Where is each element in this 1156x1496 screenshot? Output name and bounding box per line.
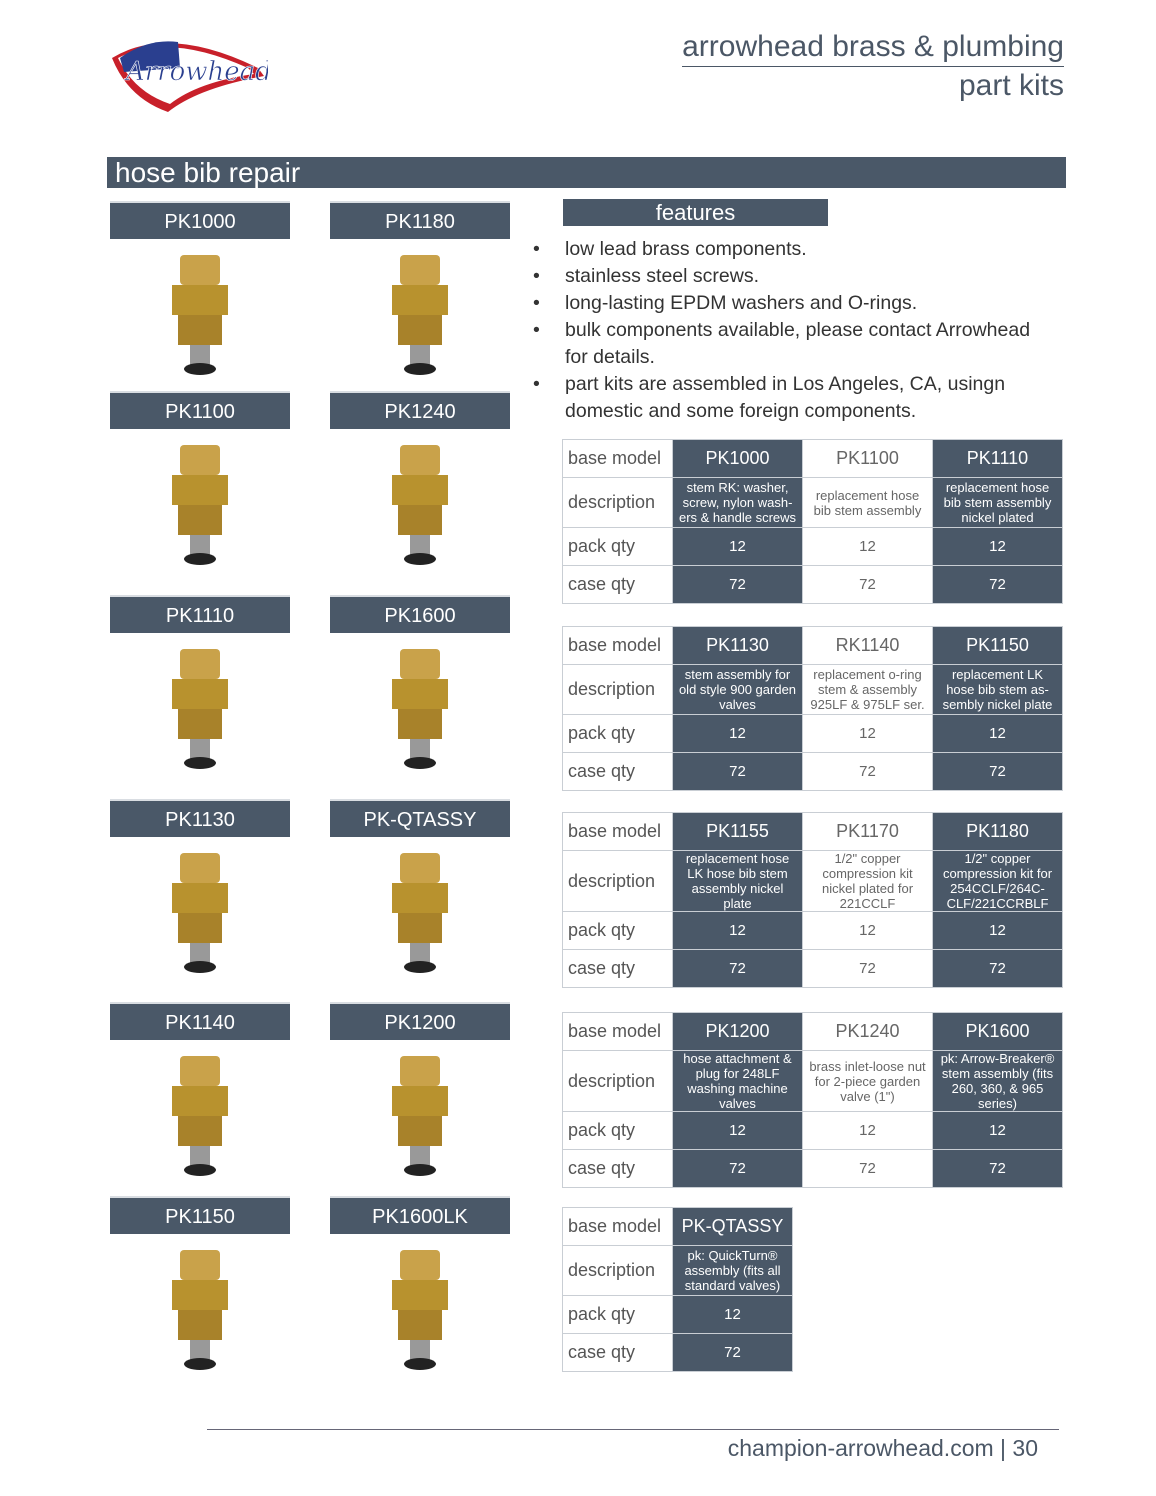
row-label: pack qty [563, 1296, 673, 1334]
svg-text:Arrowhead: Arrowhead [126, 57, 268, 87]
row-label: pack qty [563, 1112, 673, 1150]
footer-website: champion-arrowhead.com [727, 1435, 994, 1461]
cell-pack: 12 [933, 528, 1063, 566]
title-line-1: arrowhead brass & plumbing [682, 30, 1064, 67]
cell-pack: 12 [673, 1296, 793, 1334]
cell-model: RK1140 [803, 627, 933, 665]
product-label: PK1140 [110, 1002, 290, 1040]
product-label: PK1180 [330, 201, 510, 239]
arrowhead-logo [108, 28, 268, 114]
cell-desc: replacement hose bib stem assembly nickel plated [933, 478, 1063, 528]
cell-desc: stem RK: washer, screw, nylon wash-ers & handle screws [673, 478, 803, 528]
cell-pack: 12 [673, 528, 803, 566]
product-photo [120, 843, 280, 983]
cell-desc: pk: QuickTurn® assembly (fits all standard valves) [673, 1246, 793, 1296]
row-label: case qty [563, 566, 673, 604]
product-label: PK1150 [110, 1196, 290, 1234]
product-label: PK1100 [110, 391, 290, 429]
cell-case: 72 [673, 950, 803, 988]
table-row [563, 478, 1063, 528]
cell-pack: 12 [933, 715, 1063, 753]
cell-desc: stem assembly for old style 900 garden valves [673, 665, 803, 715]
row-label: base model [563, 1208, 673, 1246]
cell-pack: 12 [673, 912, 803, 950]
cell-model: PK-QTASSY [673, 1208, 793, 1246]
features-heading: features [563, 199, 828, 226]
footer [728, 1435, 1038, 1462]
title-line-2: part kits [958, 69, 1064, 102]
cell-model: PK1170 [803, 813, 933, 851]
product-tile [110, 391, 290, 575]
cell-pack: 12 [803, 715, 933, 753]
row-label: case qty [563, 1150, 673, 1188]
row-label: pack qty [563, 912, 673, 950]
table-row [563, 528, 1063, 566]
cell-case: 72 [803, 1150, 933, 1188]
cell-pack: 12 [803, 528, 933, 566]
table-row [563, 1051, 1063, 1112]
row-label: base model [563, 440, 673, 478]
row-label: description [563, 478, 673, 528]
table-row [563, 1013, 1063, 1051]
cell-pack: 12 [803, 912, 933, 950]
feature-item: • low lead brass components. [533, 236, 1043, 263]
cell-case: 72 [933, 950, 1063, 988]
spec-table [562, 1012, 1063, 1188]
product-label: PK1110 [110, 595, 290, 633]
cell-case: 72 [673, 1150, 803, 1188]
cell-case: 72 [673, 753, 803, 791]
cell-desc: replacement o-ring stem & assembly 925LF & 975LF ser. [803, 665, 933, 715]
product-photo [340, 1240, 500, 1380]
cell-desc: replacement hose LK hose bib stem assembly nickel plate [673, 851, 803, 912]
product-photo [340, 245, 500, 385]
cell-pack: 12 [933, 912, 1063, 950]
product-tile [330, 391, 510, 575]
product-tile [330, 201, 510, 385]
features-list [533, 236, 1043, 425]
feature-item: • part kits are assembled in Los Angeles, CA, usingn domestic and some foreign components. [533, 371, 1043, 425]
row-label: description [563, 665, 673, 715]
table-row [563, 753, 1063, 791]
product-tile [330, 799, 510, 983]
row-label: pack qty [563, 528, 673, 566]
cell-case: 72 [673, 566, 803, 604]
cell-model: PK1240 [803, 1013, 933, 1051]
product-label: PK1200 [330, 1002, 510, 1040]
table-row [563, 1150, 1063, 1188]
product-tile [110, 1196, 290, 1380]
cell-desc: pk: Arrow-Breaker® stem assembly (fits 260, 360, & 965 series) [933, 1051, 1063, 1112]
spec-table [562, 1207, 793, 1372]
table-row [563, 1334, 793, 1372]
spec-table [562, 812, 1063, 988]
row-label: case qty [563, 1334, 673, 1372]
page-number: 30 [1012, 1435, 1038, 1461]
cell-model: PK1180 [933, 813, 1063, 851]
table-row [563, 851, 1063, 912]
footer-separator: | [1000, 1435, 1007, 1461]
product-photo [120, 639, 280, 779]
product-tile [330, 1002, 510, 1186]
product-label: PK1240 [330, 391, 510, 429]
cell-desc: brass inlet-loose nut for 2-piece garden valve (1") [803, 1051, 933, 1112]
section-title: hose bib repair [107, 157, 1066, 188]
cell-desc: replacement hose bib stem assembly [803, 478, 933, 528]
product-photo [120, 245, 280, 385]
product-label: PK1600LK [330, 1196, 510, 1234]
cell-pack: 12 [933, 1112, 1063, 1150]
product-tile [330, 595, 510, 779]
row-label: description [563, 1246, 673, 1296]
cell-case: 72 [803, 566, 933, 604]
table-row [563, 813, 1063, 851]
row-label: description [563, 1051, 673, 1112]
cell-desc: hose attachment & plug for 248LF washing machine valves [673, 1051, 803, 1112]
product-tile [110, 1002, 290, 1186]
table-row [563, 627, 1063, 665]
cell-model: PK1200 [673, 1013, 803, 1051]
cell-model: PK1150 [933, 627, 1063, 665]
page-header-title [682, 30, 1064, 103]
feature-item: • bulk components available, please contact Arrowhead for details. [533, 317, 1043, 371]
product-photo [340, 639, 500, 779]
row-label: case qty [563, 950, 673, 988]
cell-case: 72 [933, 1150, 1063, 1188]
table-row [563, 1296, 793, 1334]
cell-pack: 12 [803, 1112, 933, 1150]
table-row [563, 1246, 793, 1296]
spec-table [562, 439, 1063, 604]
product-photo [340, 1046, 500, 1186]
row-label: base model [563, 1013, 673, 1051]
feature-item: • stainless steel screws. [533, 263, 1043, 290]
cell-model: PK1100 [803, 440, 933, 478]
table-row [563, 1112, 1063, 1150]
row-label: description [563, 851, 673, 912]
cell-pack: 12 [673, 715, 803, 753]
product-label: PK1000 [110, 201, 290, 239]
cell-case: 72 [803, 950, 933, 988]
cell-model: PK1130 [673, 627, 803, 665]
product-label: PK-QTASSY [330, 799, 510, 837]
product-photo [340, 435, 500, 575]
product-photo [120, 435, 280, 575]
table-row [563, 1208, 793, 1246]
product-tile [110, 201, 290, 385]
row-label: case qty [563, 753, 673, 791]
product-photo [340, 843, 500, 983]
product-tile [110, 595, 290, 779]
product-label: PK1130 [110, 799, 290, 837]
row-label: base model [563, 813, 673, 851]
cell-desc: 1/2" copper compression kit for 254CCLF/264C-CLF/221CCRBLF [933, 851, 1063, 912]
cell-desc: 1/2" copper compression kit nickel plated for 221CCLF [803, 851, 933, 912]
row-label: base model [563, 627, 673, 665]
cell-model: PK1110 [933, 440, 1063, 478]
cell-desc: replacement LK hose bib stem as-sembly nickel plate [933, 665, 1063, 715]
cell-case: 72 [933, 753, 1063, 791]
product-tile [110, 799, 290, 983]
footer-divider [207, 1429, 1059, 1430]
table-row [563, 715, 1063, 753]
product-label: PK1600 [330, 595, 510, 633]
table-row [563, 440, 1063, 478]
cell-model: PK1155 [673, 813, 803, 851]
cell-pack: 12 [673, 1112, 803, 1150]
cell-model: PK1000 [673, 440, 803, 478]
product-photo [120, 1046, 280, 1186]
cell-case: 72 [673, 1334, 793, 1372]
product-photo [120, 1240, 280, 1380]
table-row [563, 665, 1063, 715]
cell-model: PK1600 [933, 1013, 1063, 1051]
row-label: pack qty [563, 715, 673, 753]
table-row [563, 912, 1063, 950]
feature-item: • long-lasting EPDM washers and O-rings. [533, 290, 1043, 317]
product-tile [330, 1196, 510, 1380]
table-row [563, 950, 1063, 988]
table-row [563, 566, 1063, 604]
cell-case: 72 [933, 566, 1063, 604]
cell-case: 72 [803, 753, 933, 791]
spec-table [562, 626, 1063, 791]
